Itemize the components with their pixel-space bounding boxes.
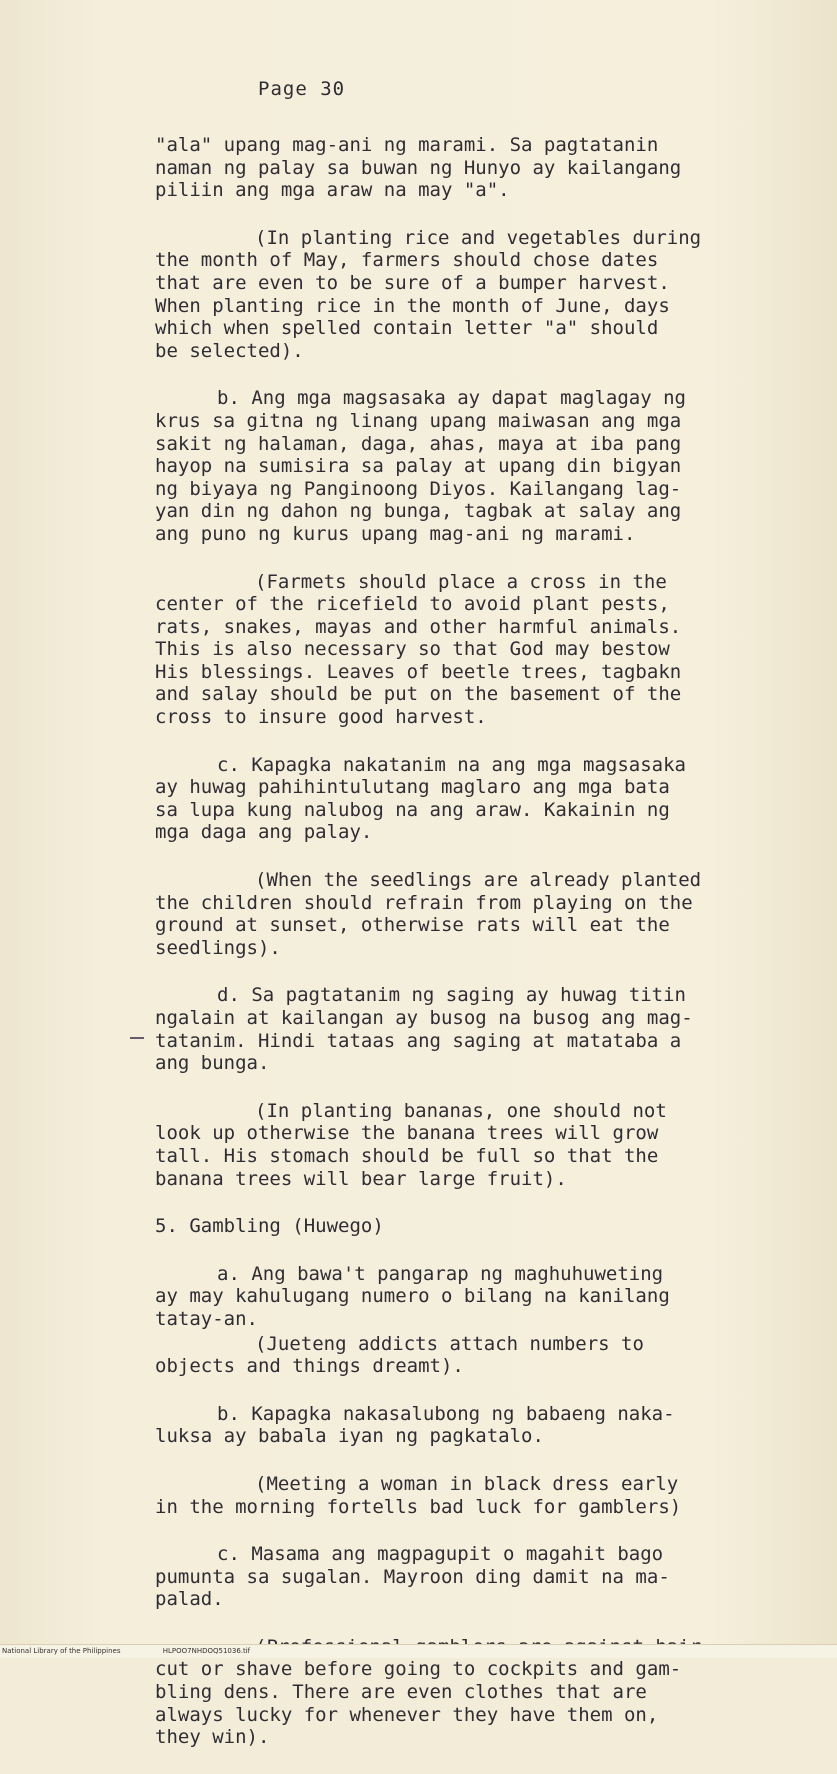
paragraph-tagalog-cross: b. Ang mga magsasaka ay dapat maglagay ng krus sa gitna ng linang upang maiwasan ang mga sakit ng halaman, daga, ahas, maya at iba pang hayop na sumisira sa palay at upang din bigyan ng biyaya ng Panginoong Diyos. Kailangang lag- yan din ng dahon ng bunga, tagbak at salay ang ang puno ng kurus upang mag-ani ng marami. xyxy=(155,387,686,545)
paragraph-english-dreams: (Jueteng addicts attach numbers to objects and things dreamt). xyxy=(155,1332,644,1378)
paragraph-english-haircut: cut or shave before going to cockpits and gam- bling dens. There are even clothes that are always lucky for whenever they have them on, they win). xyxy=(155,1658,682,1749)
paragraph-english-children: (When the seedlings are already planted the children should refrain from playing on the ground at sunset, otherwise rats will eat the seedlings). xyxy=(155,869,702,959)
footer-source: National Library of the Philippines xyxy=(2,1647,121,1655)
paragraph-english-cross: (Farmets should place a cross in the center of the ricefield to avoid plant pests, rats, snakes, mayas and other harmful animals. This is also necessary so that God may bestow His blessings. Leaves of beetle trees, tagbakn and salay should be put on the basement of the cross to insure good harvest. xyxy=(155,570,682,729)
paragraph-english-bananas: (In planting bananas, one should not look up otherwise the banana trees will grow tall. His stomach should be full so that the banana trees will bear large fruit). xyxy=(155,1099,667,1190)
page-number: Page 30 xyxy=(258,78,346,100)
paragraph-tagalog-planting-months: "ala" upang mag-ani ng marami. Sa pagtatanin naman ng palay sa buwan ng Hunyo ay kailangang piliin ang mga araw na may "a". xyxy=(155,134,682,202)
paragraph-english-planting-months: (In planting rice and vegetables during the month of May, farmers should chose dates that are even to be sure of a bumper harvest. When planting rice in the month of June, days which when spelled contain letter "a" should be selected). xyxy=(155,226,702,362)
paragraph-tagalog-dreams: a. Ang bawa't pangarap ng maghuhuweting ay may kahulugang numero o bilang na kanilang tatay-an. xyxy=(155,1262,670,1330)
document-body xyxy=(155,134,770,1774)
footer-file: HLPOO7NHDOQ51036.tif xyxy=(162,1647,251,1655)
paragraph-tagalog-bananas: d. Sa pagtatanim ng saging ay huwag titin ngalain at kailangan ay busog na busog ang mag- tatanim. Hindi tataas ang saging at matataba a ang bunga. xyxy=(155,984,693,1075)
paragraph-tagalog-children: c. Kapagka nakatanim na ang mga magsasaka ay huwag pahihintulutang maglaro ang mga bata sa lupa kung nalubog na ang araw. Kakainin ng mga daga ang palay. xyxy=(155,753,686,844)
margin-mark xyxy=(130,1037,144,1039)
paragraph-tagalog-haircut: c. Masama ang magpagupit o magahit bago pumunta sa sugalan. Mayroon ding damit na ma- palad. xyxy=(155,1543,670,1611)
paragraph-english-mourning-woman: (Meeting a woman in black dress early in the morning fortells bad luck for gamblers) xyxy=(155,1472,682,1518)
paragraph-tagalog-mourning-woman: b. Kapagka nakasalubong ng babaeng naka- luksa ay babala iyan ng pagkatalo. xyxy=(155,1402,675,1448)
scan-footer xyxy=(0,1644,837,1658)
section-heading-gambling: 5. Gambling (Huwego) xyxy=(155,1215,384,1238)
